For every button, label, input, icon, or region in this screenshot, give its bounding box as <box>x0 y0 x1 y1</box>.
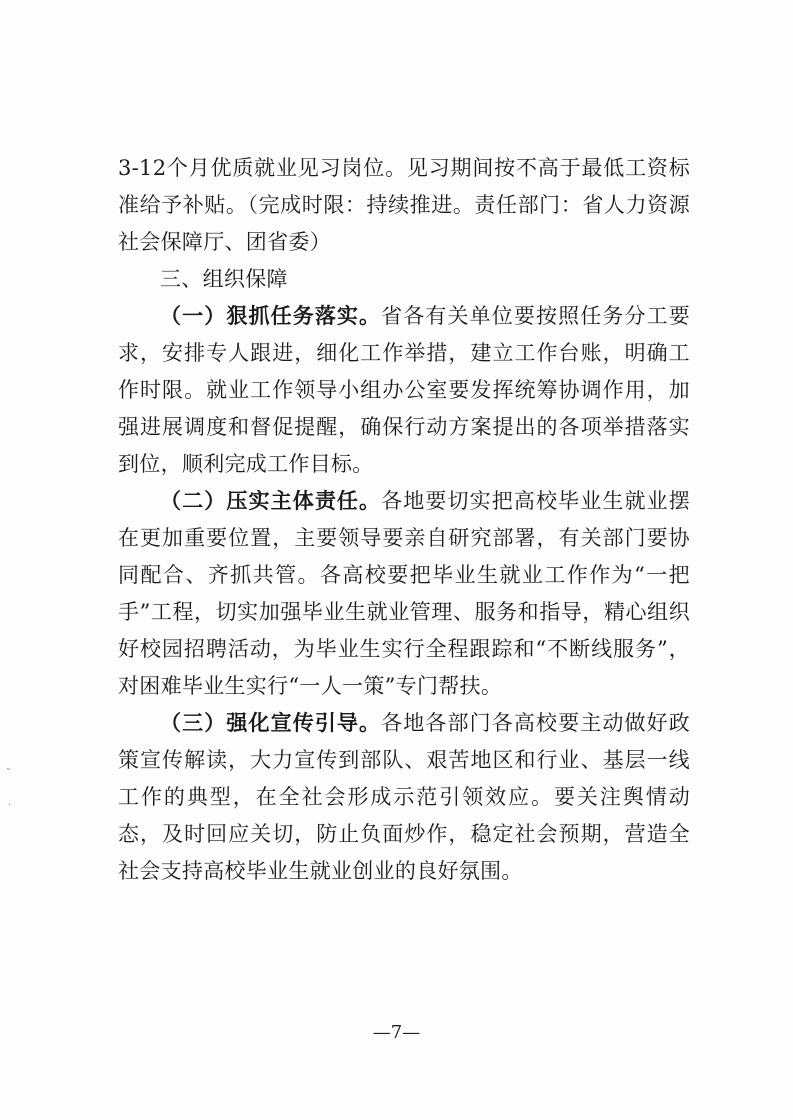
paragraph-text: 各地要切实把高校毕业生就业摆在更加重要位置，主要领导要亲自研究部署，有关部门要协同配合、齐抓共管。各高校要把毕业生就业工作作为“一把手”工程，切实加强毕业生就业管理、服务和指导，精心组织好校园招聘活动，为毕业生实行全程跟踪和“不断线服务”，对困难毕业生实行“一人一策”专门帮扶。 <box>118 489 690 698</box>
scan-speck: · <box>8 800 12 811</box>
section-heading <box>118 261 690 298</box>
paragraph-publicity <box>118 705 690 890</box>
paragraph-continuation <box>118 150 690 261</box>
paragraph-lead: （三）强化宣传引导。 <box>160 711 382 735</box>
paragraph-text: 省各有关单位要按照任务分工要求，安排专人跟进，细化工作举措，建立工作台账，明确工作时限。就业工作领导小组办公室要发挥统筹协调作用，加强进展调度和督促提醒，确保行动方案提出的各项举措落实到位，顺利完成工作目标。 <box>118 304 690 476</box>
paragraph-text: 各地各部门各高校要主动做好政策宣传解读，大力宣传到部队、艰苦地区和行业、基层一线工作的典型，在全社会形成示范引领效应。要关注舆情动态，及时回应关切，防止负面炒作，稳定社会预期，营造全社会支持高校毕业生就业创业的良好氛围。 <box>118 711 690 883</box>
section-heading-text: 三、组织保障 <box>160 267 288 291</box>
paragraph-responsibility <box>118 483 690 705</box>
paragraph-lead: （二）压实主体责任。 <box>160 489 382 513</box>
document-body <box>118 150 690 890</box>
paragraph-task-implementation <box>118 298 690 483</box>
paragraph-text: 3-12个月优质就业见习岗位。见习期间按不高于最低工资标准给予补贴。（完成时限：持续推进。责任部门：省人力资源社会保障厅、团省委） <box>118 156 690 254</box>
scan-speck: ˘ <box>6 768 11 779</box>
page-number: —7— <box>372 1022 421 1043</box>
paragraph-lead: （一）狠抓任务落实。 <box>160 304 382 328</box>
